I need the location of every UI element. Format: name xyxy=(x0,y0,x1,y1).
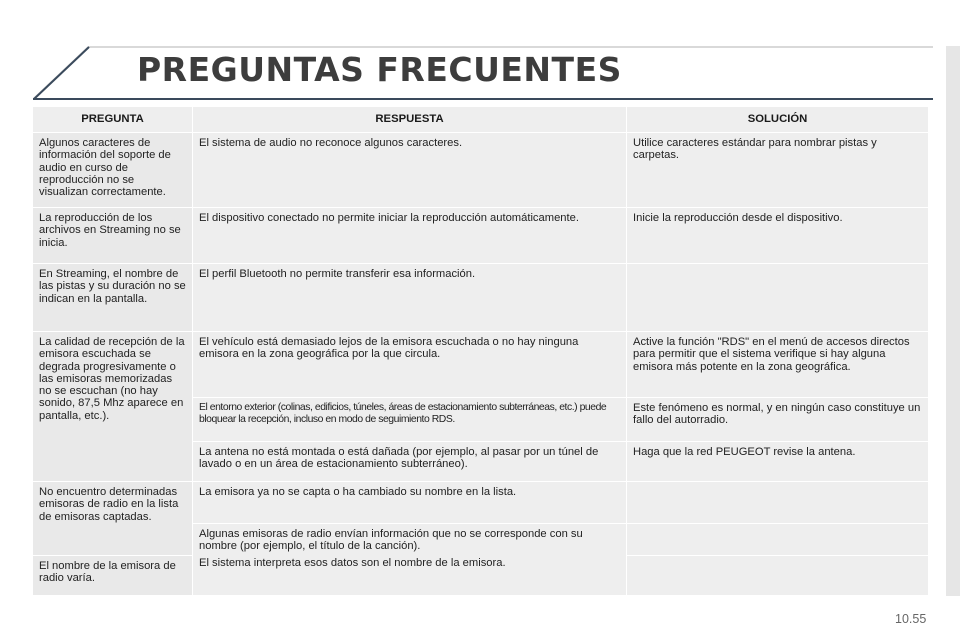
solution-cell xyxy=(627,556,929,596)
page-number: 10.55 xyxy=(895,612,927,626)
answer-cell xyxy=(193,524,627,596)
answer-line: El sistema interpreta esos datos son el nombre de la emisora. xyxy=(199,556,506,569)
table-row xyxy=(33,264,929,332)
header-respuesta: RESPUESTA xyxy=(193,107,627,133)
question-cell: No encuentro determinadas emisoras de radio en la lista de emisoras captadas. xyxy=(33,482,193,556)
solution-cell: Utilice caracteres estándar para nombrar pistas y carpetas. xyxy=(627,133,929,208)
answer-cell: La antena no está montada o está dañada (por ejemplo, al pasar por un túnel de lavado o en un área de estacionamiento subterráneo). xyxy=(193,442,627,482)
faq-table xyxy=(32,106,929,596)
question-cell: El nombre de la emisora de radio varía. xyxy=(33,556,193,596)
answer-cell: El dispositivo conectado no permite iniciar la reproducción automáticamente. xyxy=(193,208,627,264)
solution-cell: Active la función "RDS" en el menú de accesos directos para permitir que el sistema verifique si hay alguna emisora más potente en la zona geográfica. xyxy=(627,332,929,398)
question-cell: La reproducción de los archivos en Streaming no se inicia. xyxy=(33,208,193,264)
solution-cell xyxy=(627,264,929,332)
chapter-side-tab xyxy=(946,46,960,596)
answer-cell: El perfil Bluetooth no permite transferir esa información. xyxy=(193,264,627,332)
header-pregunta: PREGUNTA xyxy=(33,107,193,133)
table-row xyxy=(33,133,929,208)
table-header-row xyxy=(33,107,929,133)
question-cell: La calidad de recepción de la emisora escuchada se degrada progresivamente o las emisoras memorizadas no se escuchan (no hay sonido, 87,5 Mhz aparece en pantalla, etc.). xyxy=(33,332,193,482)
answer-cell: El sistema de audio no reconoce algunos caracteres. xyxy=(193,133,627,208)
table-row xyxy=(33,482,929,524)
page-title: PREGUNTAS FRECUENTES xyxy=(137,50,622,89)
table-row xyxy=(33,332,929,398)
answer-cell: El entorno exterior (colinas, edificios, túneles, áreas de estacionamiento subterráneas, etc.) puede bloquear la recepción, incluso en modo de seguimiento RDS. xyxy=(193,398,627,442)
solution-cell: Este fenómeno es normal, y en ningún caso constituye un fallo del autorradio. xyxy=(627,398,929,442)
question-cell: En Streaming, el nombre de las pistas y su duración no se indican en la pantalla. xyxy=(33,264,193,332)
solution-cell xyxy=(627,524,929,556)
table-row xyxy=(33,208,929,264)
solution-cell: Inicie la reproducción desde el dispositivo. xyxy=(627,208,929,264)
header-solucion: SOLUCIÓN xyxy=(627,107,929,133)
answer-line: Algunas emisoras de radio envían información que no se corresponde con su nombre (por ejemplo, el título de la canción). xyxy=(199,528,583,553)
question-cell: Algunos caracteres de información del soporte de audio en curso de reproducción no se visualizan correctamente. xyxy=(33,133,193,208)
answer-cell: La emisora ya no se capta o ha cambiado su nombre en la lista. xyxy=(193,482,627,524)
answer-cell: El vehículo está demasiado lejos de la emisora escuchada o no hay ninguna emisora en la zona geográfica por la que circula. xyxy=(193,332,627,398)
solution-cell: Haga que la red PEUGEOT revise la antena. xyxy=(627,442,929,482)
solution-cell xyxy=(627,482,929,524)
